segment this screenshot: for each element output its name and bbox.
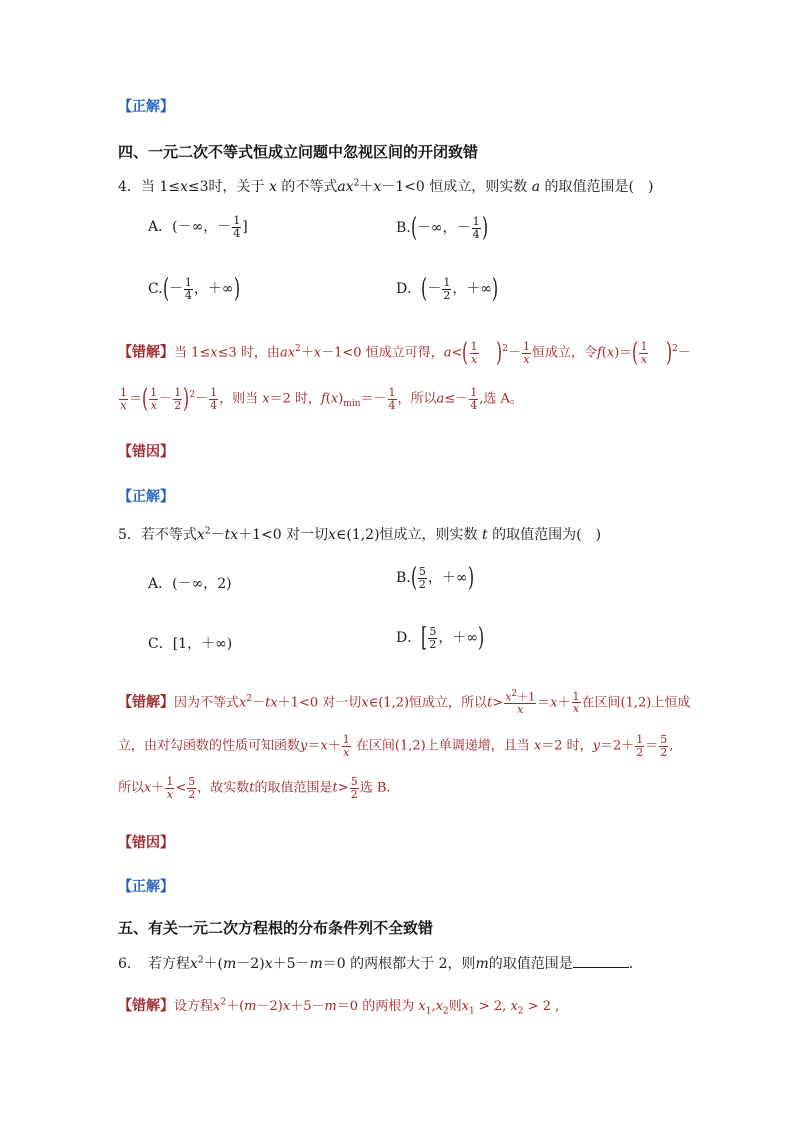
answer-blank[interactable] [573, 953, 629, 968]
question-6-stem: 6． 若方程$x^2+(m-2)x+5-m=0$ 的两根都大于 2，则m的取值范围是 ． [118, 953, 643, 973]
q4-option-a: A．(－∞，－ $\frac{1}{4}$ ] [148, 214, 248, 240]
q5-option-d: D．[ $\frac{5}{2}$ ，＋∞) [396, 623, 485, 653]
q4-correct-solution-label: 【正解】 [118, 489, 174, 505]
q5-option-a: A．(－∞，2) [148, 576, 232, 592]
q5-correct-solution-label: 【正解】 [118, 879, 174, 895]
q4-option-c: C.(－ $\frac{1}{4}$ ，＋∞) [148, 274, 240, 304]
section-four-heading: 四、一元二次不等式恒成立问题中忽视区间的开闭致错 [118, 143, 479, 161]
q5-wrong-solution-line-1: 【错解】因为不等式$x^2-tx+1<0$ 对一切x∈(1,2)恒成立，所以t> $\frac{x^2+1}{x}$ ＝x＋ $\frac{1}{x}$ 在区间(1,2)上恒成 [118, 689, 691, 717]
correct-solution-label: 【正解】 [118, 99, 174, 115]
q4-error-cause-label: 【错因】 [118, 444, 174, 460]
q4-option-d: D．(－ $\frac{1}{2}$ ，＋∞) [396, 274, 499, 304]
q5-option-b: B.( $\frac{5}{2}$ ，＋∞) [396, 563, 474, 593]
question-5-stem: 5．若不等式$x^2-tx+1<0$ 对一切x∈(1,2)恒成立，则实数 t 的取值范围为( ) [118, 526, 602, 543]
q5-wrong-solution-line-3: 所以x＋ $\frac{1}{x}$ < $\frac{5}{2}$ ，故实数t的取值范围是t> $\frac{5}{2}$ 选 B. [118, 775, 391, 801]
q5-error-cause-label: 【错因】 [118, 835, 174, 851]
section-five-heading: 五、有关一元二次方程根的分布条件列不全致错 [118, 919, 434, 937]
q5-wrong-solution-line-2: 立，由对勾函数的性质可知函数y＝x＋ $\frac{1}{x}$ 在区间(1,2)上单调递增，且当 x＝2 时，y＝2＋ $\frac{1}{2}$ ＝ $\frac{5}{2}$ , [118, 733, 674, 759]
q4-wrong-solution-line-1: 【错解】当 1≤x≤3 时，由$ax^2+x-1<0$ 恒成立可得，a<( $\frac{1}{x}$ )$^2$－ $\frac{1}{x}$ 恒成立，令f(x)＝( $\frac{1}{x}$ )$^2$－ [118, 338, 691, 368]
q4-option-b: B.(－∞，－ $\frac{1}{4}$ ) [396, 213, 488, 243]
question-4-stem: 4．当 1≤x≤3时，关于 x 的不等式$ax^2+x-1<0$ 恒成立，则实数 a 的取值范围是( ) [118, 178, 654, 195]
q4-wrong-solution-line-2: $\frac{1}{x}$ ＝( $\frac{1}{x}$ － $\frac{1}{2}$ )$^2$－ $\frac{1}{4}$ ，则当 x＝2 时，$f(x)_{min}=-$ $\frac{1}{4}$ ，所以a≤－ $\frac{1}{4}$ ,选 A。 [120, 384, 523, 414]
q6-wrong-solution-line-1: 【错解】设方程$x^2+(m-2)x+5-m=0$ 的两根为 $x_1,x_2$则$x_1 > 2$, $x_2 > 2$ , [118, 997, 560, 1017]
q5-option-c: C．[1，＋∞) [148, 636, 233, 652]
